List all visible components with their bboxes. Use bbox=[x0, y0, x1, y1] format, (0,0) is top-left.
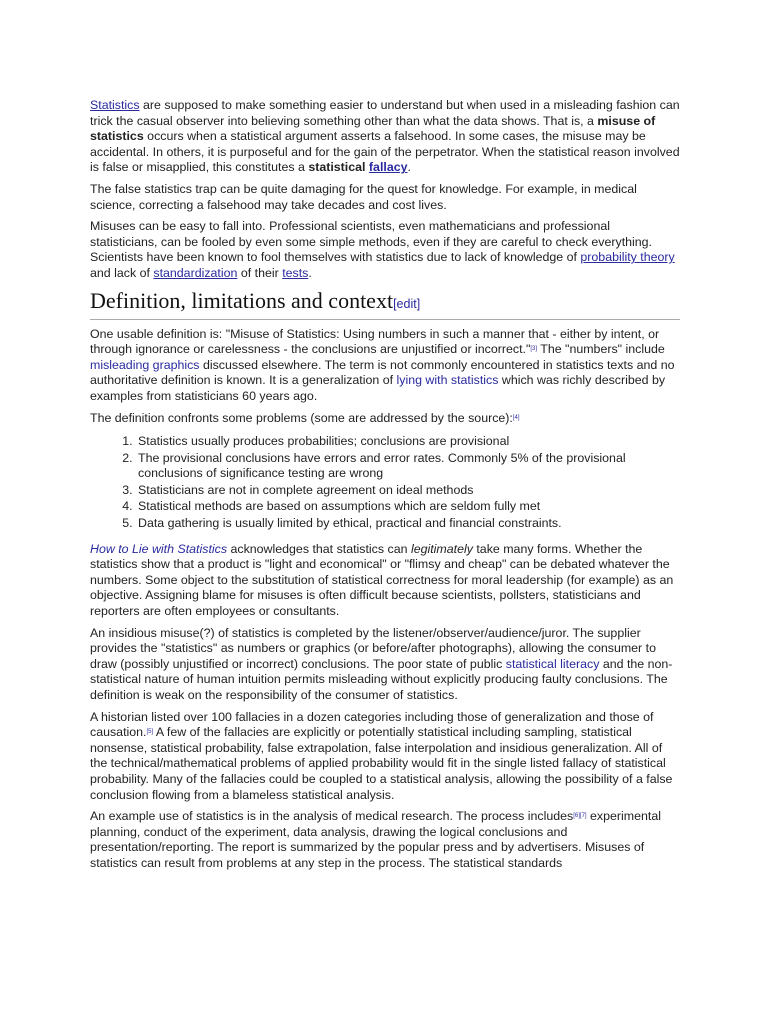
standardization-link[interactable]: standardization bbox=[153, 265, 238, 280]
section-heading bbox=[90, 288, 680, 320]
text: An example use of statistics is in the analysis of medical research. The process includes bbox=[90, 809, 574, 824]
paragraph-definition bbox=[90, 327, 680, 405]
how-to-lie-link[interactable]: How to Lie with Statistics bbox=[90, 541, 228, 556]
fallacy-link[interactable]: fallacy bbox=[368, 160, 408, 175]
paragraph-problems bbox=[90, 411, 680, 427]
citation-ref[interactable]: [5] bbox=[146, 729, 154, 736]
tests-link[interactable]: tests bbox=[282, 265, 309, 280]
text: An insidious misuse(?) of statistics is completed by the listener/observer/audience/juror. The supplier provides the "statistics" as numbers or graphics (or before/after photographs), allowing the consumer to draw (possibly unjustified or incorrect) conclusions. The poor state of public bbox=[90, 625, 656, 671]
list-item: 4. Statistical methods are based on assumptions which are seldom fully met bbox=[136, 499, 680, 515]
citation-ref[interactable]: [7] bbox=[579, 813, 587, 820]
list-item: 5. Data gathering is usually limited by ethical, practical and financial constraints. bbox=[136, 516, 680, 532]
paragraph-how-to-lie bbox=[90, 542, 680, 620]
text: occurs when a statistical argument asserts a falsehood. In some cases, the misuse may be accidental. In others, it is purposeful and for the gain of the perpetrator. When the statistical reason involved is false or misapplied, this constitutes a bbox=[90, 129, 680, 175]
bold-term: statistical fallacy bbox=[308, 160, 408, 175]
citation-ref[interactable]: [6] bbox=[573, 813, 580, 820]
edit-link[interactable]: [edit] bbox=[393, 296, 421, 311]
text: and lack of bbox=[90, 265, 154, 280]
list-item: 3. Statisticians are not in complete agreement on ideal methods bbox=[136, 483, 680, 499]
list-item: 2. The provisional conclusions have errors and error rates. Commonly 5% of the provisional conclusions of significance testing are wrong bbox=[136, 451, 680, 482]
bold-term: misuse of statistics bbox=[90, 113, 656, 144]
paragraph-trap: The false statistics trap can be quite damaging for the quest for knowledge. For example, in medical science, correcting a falsehood may take decades and cost lives. bbox=[90, 181, 637, 212]
text: are supposed to make something easier to understand but when used in a misleading fashion can trick the casual observer into believing something other than what the data shows. That is, a bbox=[90, 98, 680, 128]
paragraph-misuses bbox=[90, 219, 680, 281]
statistical-literacy-link[interactable]: statistical literacy bbox=[505, 656, 600, 671]
text: A historian listed over 100 fallacies in a dozen categories including those of generalization and those of causation. bbox=[90, 709, 654, 740]
section-title: Definition, limitations and context bbox=[90, 287, 394, 313]
text: take many forms. Whether the statistics show that a product is "light and economical" or "flimsy and cheap" can be debated whatever the numbers. Some object to the substitution of statistical correctness for moral leadership (for example) as an objective. Assigning blame for misuses is often difficult because scientists, pollsters, statisticians and reporters are often employees or consultants. bbox=[90, 541, 674, 619]
citation-ref[interactable]: [3] bbox=[530, 346, 538, 353]
text: and the non-statistical nature of human intuition permits misleading without explicitly producing faulty conclusions. The definition is weak on the responsibility of the consumer of statistics. bbox=[90, 656, 673, 702]
statistics-link[interactable]: Statistics bbox=[90, 98, 140, 112]
text: which was richly described by examples from statisticians 60 years ago. bbox=[90, 373, 666, 403]
text: acknowledges that statistics can bbox=[227, 541, 411, 556]
paragraph-historian bbox=[90, 710, 680, 804]
paragraph-insidious bbox=[90, 626, 680, 704]
text: The "numbers" include bbox=[537, 342, 665, 357]
text: One usable definition is: "Misuse of Statistics: Using numbers in such a manner that - either by intent, or through ignorance or carelessness - the conclusions are unjustified or incorrect." bbox=[90, 326, 660, 357]
text: experimental planning, conduct of the experiment, data analysis, drawing the logical conclusions and presentation/reporting. The report is summarized by the popular press and by advertisers. Misuses of statistics can result from problems at any step in the process. The statistical standards bbox=[90, 809, 661, 870]
list-item: 1. Statistics usually produces probabilities; conclusions are provisional bbox=[136, 434, 680, 450]
article-body bbox=[90, 98, 680, 878]
probability-theory-link[interactable]: probability theory bbox=[580, 250, 675, 265]
problems-list bbox=[90, 434, 680, 532]
text: of their bbox=[237, 265, 283, 280]
text: A few of the fallacies are explicitly or potentially statistical including sampling, statistical nonsense, statistical probability, false extrapolation, false interpolation and insidious generalization. All of the technical/mathematical problems of applied probability would fit in the single listed fallacy of statistical probability. Many of the fallacies could be coupled to a statistical analysis, allowing the possibility of a false conclusion flowing from a blameless statistical analysis. bbox=[90, 725, 673, 802]
paragraph-medical bbox=[90, 809, 680, 871]
misleading-graphics-link[interactable]: misleading graphics bbox=[90, 357, 200, 372]
lying-with-statistics-link[interactable]: lying with statistics bbox=[396, 373, 499, 388]
text: discussed elsewhere. The term is not commonly encountered in statistics texts and no authoritative definition is known. It is a generalization of bbox=[90, 357, 675, 388]
intro-paragraph bbox=[90, 98, 680, 176]
text: Misuses can be easy to fall into. Professional scientists, even mathematicians and professional statisticians, can be fooled by even some simple methods, even if they are careful to check everything. Scientists have been known to fool themselves with statistics due to lack of knowledge of bbox=[90, 219, 653, 265]
text: . bbox=[308, 265, 312, 280]
text: . bbox=[407, 160, 411, 175]
emphasis: legitimately bbox=[410, 541, 473, 556]
citation-ref[interactable]: [4] bbox=[512, 414, 520, 421]
text: The definition confronts some problems (some are addressed by the source): bbox=[90, 410, 513, 425]
